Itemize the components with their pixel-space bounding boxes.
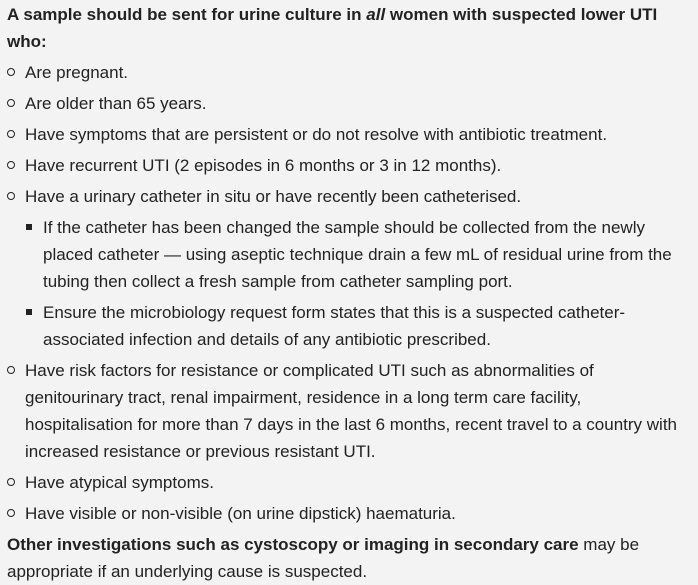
footer-bold-text: Other investigations such as cystoscopy or imaging in secondary care <box>7 535 579 554</box>
circle-bullet-icon <box>7 161 15 169</box>
square-bullet-icon <box>26 309 32 315</box>
list-item-text: Have recurrent UTI (2 episodes in 6 months or 3 in 12 months). <box>25 156 502 175</box>
section-heading <box>7 1 692 55</box>
list-item <box>7 90 692 117</box>
list-item-text: Have symptoms that are persistent or do not resolve with antibiotic treatment. <box>25 125 608 144</box>
sublist-item <box>25 299 692 353</box>
circle-bullet-icon <box>7 130 15 138</box>
list-item <box>7 152 692 179</box>
square-bullet-icon <box>26 224 32 230</box>
list-item <box>7 500 692 527</box>
sublist-item <box>25 214 692 295</box>
footer-paragraph <box>7 531 692 585</box>
list-item-text: Have atypical symptoms. <box>25 473 214 492</box>
list-item-text: Are pregnant. <box>25 63 129 82</box>
sublist-item-text: If the catheter has been changed the sample should be collected from the newly placed catheter — using aseptic technique drain a few mL of residual urine from the tubing then collect a fresh sample from catheter sampling port. <box>43 218 672 291</box>
criteria-list <box>7 59 692 527</box>
list-item <box>7 121 692 148</box>
list-item-text: Have risk factors for resistance or complicated UTI such as abnormalities of genitourinary tract, renal impairment, residence in a long term care facility, hospitalisation for more than 7 days in the last 6 months, recent travel to a country with increased resistance or previous resistant UTI. <box>25 361 678 461</box>
circle-bullet-icon <box>7 99 15 107</box>
circle-bullet-icon <box>7 478 15 486</box>
list-item <box>7 59 692 86</box>
list-item-text: Are older than 65 years. <box>25 94 207 113</box>
circle-bullet-icon <box>7 192 15 200</box>
heading-text-start: A sample should be sent for urine culture in <box>7 5 367 24</box>
circle-bullet-icon <box>7 366 15 374</box>
list-item-text: Have visible or non-visible (on urine dipstick) haematuria. <box>25 504 456 523</box>
footer-text: may be appropriate if an underlying cause is suspected. <box>7 535 640 581</box>
list-item <box>7 469 692 496</box>
catheter-sublist <box>25 214 692 353</box>
sublist-item-text: Ensure the microbiology request form states that this is a suspected catheter-associated infection and details of any antibiotic prescribed. <box>43 303 626 349</box>
heading-text-end: women with suspected lower UTI who: <box>7 5 658 51</box>
heading-emphasis: all <box>366 5 386 24</box>
list-item <box>7 357 692 465</box>
circle-bullet-icon <box>7 509 15 517</box>
list-item <box>7 183 692 353</box>
list-item-text: Have a urinary catheter in situ or have recently been catheterised. <box>25 187 522 206</box>
circle-bullet-icon <box>7 68 15 76</box>
